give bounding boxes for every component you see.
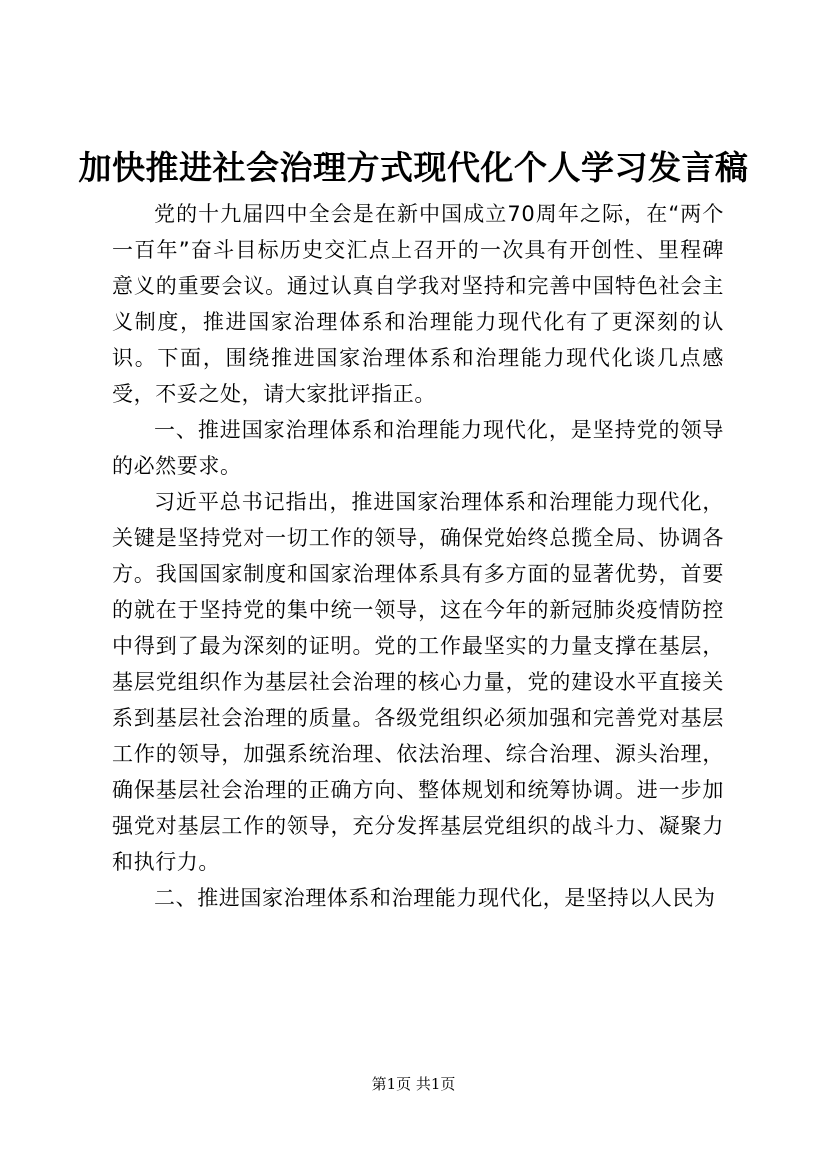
document-title: 加快推进社会治理方式现代化个人学习发言稿 (78, 148, 749, 187)
page-number-footer: 第1页 共1页 (371, 1075, 456, 1093)
section-heading-1: 一、推进国家治理体系和治理能力现代化，是坚持党的领导的必然要求。 (112, 418, 724, 478)
document-body (112, 196, 724, 916)
paragraph-section-1: 习近平总书记指出，推进国家治理体系和治理能力现代化，关键是坚持党对一切工作的领导，确保党始终总揽全局、协调各方。我国国家制度和国家治理体系具有多方面的显著优势，首要的就在于坚持党的集中统一领导，这在今年的新冠肺炎疫情防控中得到了最为深刻的证明。党的工作最坚实的力量支撑在基层，基层党组织作为基层社会治理的核心力量，党的建设水平直接关系到基层社会治理的质量。各级党组织必须加强和完善党对基层工作的领导，加强系统治理、依法治理、综合治理、源头治理，确保基层社会治理的正确方向、整体规划和统筹协调。进一步加强党对基层工作的领导，充分发挥基层党组织的战斗力、凝聚力和执行力。 (112, 490, 724, 874)
paragraph-intro: 党的十九届四中全会是在新中国成立70周年之际，在“两个一百年”奋斗目标历史交汇点上召开的一次具有开创性、里程碑意义的重要会议。通过认真自学我对坚持和完善中国特色社会主义制度，推进国家治理体系和治理能力现代化有了更深刻的认识。下面，围绕推进国家治理体系和治理能力现代化谈几点感受，不妥之处，请大家批评指正。 (112, 202, 724, 406)
section-heading-2: 二、推进国家治理体系和治理能力现代化，是坚持以人民为 (154, 886, 716, 910)
